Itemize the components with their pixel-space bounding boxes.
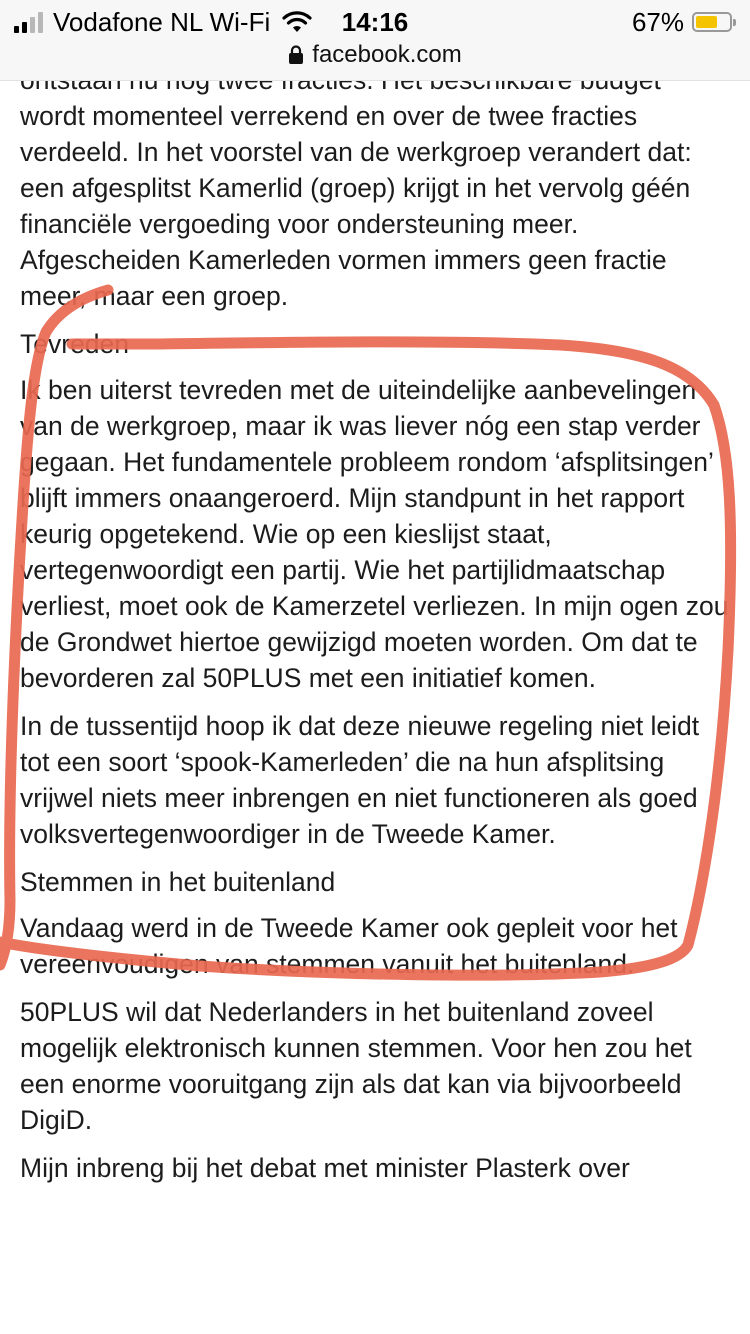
address-bar[interactable] (0, 40, 750, 70)
article-paragraph: Vandaag werd in de Tweede Kamer ook gepleit voor het vereenvoudigen van stemmen vanuit het buitenland. (20, 913, 678, 979)
lock-icon (288, 45, 304, 65)
article-paragraph: In de tussentijd hoop ik dat deze nieuwe regeling niet leidt tot een soort ‘spook-Kamerleden’ die na hun afsplitsing vrijwel niets meer inbrengen en niet functioneren als goed volksvertegenwoordiger in de Tweede Kamer. (20, 711, 700, 849)
status-right (632, 8, 732, 36)
article-body (20, 62, 732, 1198)
battery-icon (692, 12, 732, 32)
article-paragraph: Mijn inbreng bij het debat met minister Plasterk over (20, 1153, 630, 1183)
battery-tip (733, 19, 736, 26)
status-bar (0, 0, 750, 81)
article-paragraph: 50PLUS wil dat Nederlanders in het buitenland zoveel mogelijk elektronisch kunnen stemmen. Voor hen zou het een enorme vooruitgang zijn als dat kan via bijvoorbeeld DigiD. (20, 997, 692, 1135)
article-paragraph: Ik ben uiterst tevreden met de uiteindelijke aanbevelingen van de werkgroep, maar ik was liever nóg een stap verder gegaan. Het fundamentele probleem rondom ‘afsplitsingen’ blijft immers onaangeroerd. Mijn standpunt in het rapport keurig opgetekend. Wie op een kieslijst staat, vertegenwoordigt een partij. Wie het partijlidmaatschap verliest, moet ook de Kamerzetel verliezen. In mijn ogen zou de Grondwet hiertoe gewijzigd moeten worden. Om dat te bevorderen zal 50PLUS met een initiatief komen. (20, 375, 729, 693)
battery-percentage: 67% (631, 6, 684, 37)
section-heading: Tevreden (20, 329, 130, 359)
clock: 14:16 (341, 7, 409, 37)
battery-fill (696, 16, 717, 28)
carrier-name: Vodafone NL Wi-Fi (53, 6, 271, 37)
page-url[interactable]: facebook.com (312, 41, 462, 68)
section-heading: Stemmen in het buitenland (20, 867, 336, 897)
article-paragraph: wordt momenteel verrekend en over de twee fracties verdeeld. In het voorstel van de werkgroep verandert dat: een afgesplitst Kamerlid (groep) krijgt in het vervolg géén financiële vergoeding voor ondersteuning meer. Afgescheiden Kamerleden vormen immers geen fractie meer, maar een groep. (20, 101, 692, 311)
